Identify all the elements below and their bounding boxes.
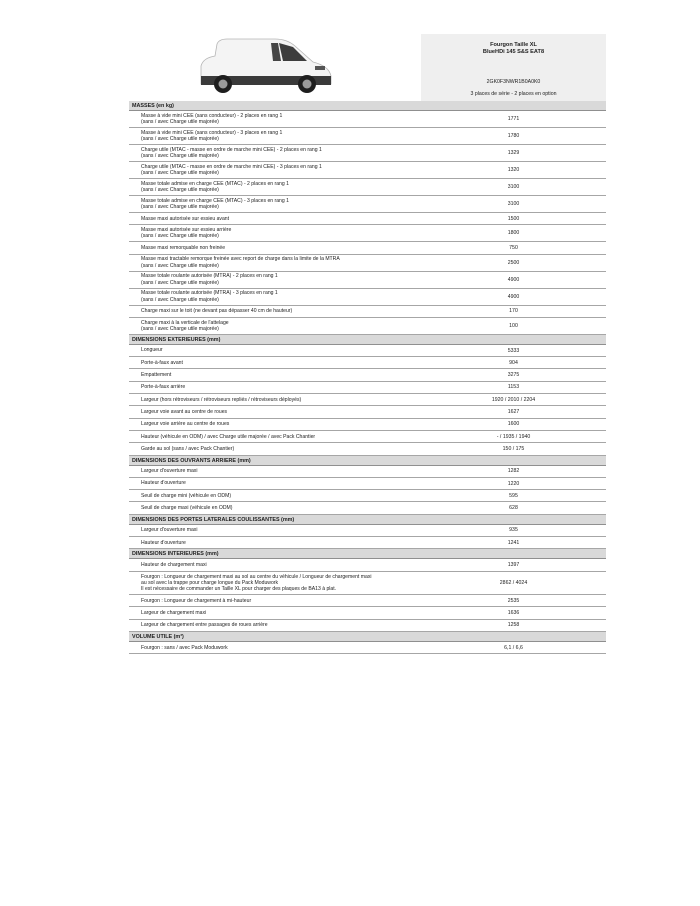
table-row — [129, 502, 606, 514]
product-name-line1: Fourgon Taille XL — [490, 42, 537, 48]
table-row — [129, 419, 606, 431]
row-label: Porte-à-faux avant — [141, 359, 183, 366]
row-label: Masse maxi autorisée sur essieu arrière (sans / avec Charge utile majorée) — [141, 227, 232, 240]
table-row — [129, 620, 606, 632]
table-row — [129, 525, 606, 537]
row-label: Charge utile (MTAC - masse en ordre de marche mini CEE) - 3 places en rang 1 (sans / avec Charge utile majorée) — [141, 163, 322, 176]
row-label: Masse à vide mini CEE (sans conducteur) - 2 places en rang 1 (sans / avec Charge utile majorée) — [141, 112, 283, 125]
row-value: 3100 — [507, 201, 520, 207]
table-row — [129, 431, 606, 443]
row-label: Masse maxi remorquable non freinée — [141, 244, 226, 251]
row-label: Fourgon : Longueur de chargement à mi-hauteur — [141, 597, 252, 604]
row-label: Masse maxi autorisée sur essieu avant — [141, 215, 230, 222]
table-row — [129, 242, 606, 254]
row-label: Fourgon : sans / avec Pack Moduwork — [141, 644, 228, 651]
section-header: DIMENSIONS DES OUVRANTS ARRIERE (mm) — [129, 456, 606, 466]
table-row — [129, 607, 606, 619]
row-label: Largeur d'ouverture maxi — [141, 468, 198, 475]
table-row — [129, 572, 606, 596]
table-row — [129, 272, 606, 289]
row-value: 5333 — [507, 347, 520, 354]
row-value: 4900 — [507, 276, 520, 283]
row-value: 2500 — [507, 259, 520, 266]
row-label: Seuil de charge maxi (véhicule en ODM) — [141, 505, 233, 511]
table-row — [129, 357, 606, 369]
table-row — [129, 642, 606, 654]
row-value: 2535 — [507, 597, 520, 604]
row-label: Empattement — [141, 372, 172, 379]
row-value: 4900 — [507, 293, 520, 300]
row-label: Hauteur (véhicule en ODM) / avec Charge utile majorée / avec Pack Chantier — [141, 433, 316, 440]
spec-sheet — [129, 34, 606, 654]
row-value: 150 / 175 — [502, 445, 525, 452]
row-label: Longueur — [141, 347, 163, 354]
row-label: Masse à vide mini CEE (sans conducteur) - 3 places en rang 1 (sans / avec Charge utile majorée) — [141, 129, 283, 142]
row-value: 1636 — [507, 610, 520, 617]
van-image — [195, 36, 335, 98]
row-value: 628 — [509, 505, 518, 512]
section-header: VOLUME UTILE (m³) — [129, 632, 606, 642]
row-value: 1329 — [507, 150, 520, 156]
table-row — [129, 466, 606, 478]
row-value: 1397 — [507, 561, 520, 568]
row-label: Hauteur de chargement maxi — [141, 561, 207, 568]
table-row — [129, 162, 606, 179]
table-row — [129, 289, 606, 306]
row-label: Largeur de chargement entre passages de roues arrière — [141, 622, 268, 629]
table-row — [129, 255, 606, 272]
row-label: Charge maxi à la verticale de l'attelage (sans / avec Charge utile majorée) — [141, 319, 229, 332]
row-label: Masse totale roulante autorisée (MTRA) - 2 places en rang 1 (sans / avec Charge utile majorée) — [141, 273, 278, 286]
row-value: 1627 — [507, 409, 520, 416]
row-value: 935 — [509, 527, 518, 534]
row-label: Charge utile (MTAC - masse en ordre de marche mini CEE) - 2 places en rang 1 (sans / avec Charge utile majorée) — [141, 146, 322, 159]
row-label: Largeur (hors rétroviseurs / rétroviseurs repliés / rétroviseurs déployés) — [141, 396, 302, 403]
table-row — [129, 318, 606, 335]
row-label: Masse maxi tractable remorque freinée avec report de charge dans la limite de la MTRA (sans / avec Charge utile majorée) — [141, 256, 340, 269]
row-value: - / 1935 / 1940 — [496, 433, 531, 440]
row-value: 2862 / 4024 — [499, 579, 528, 586]
table-row — [129, 478, 606, 490]
section-header: DIMENSIONS EXTERIEURES (mm) — [129, 335, 606, 345]
table-row — [129, 369, 606, 381]
table-row — [129, 490, 606, 502]
row-value: 1320 — [507, 167, 520, 173]
row-label: Largeur voie arrière au centre de roues — [141, 421, 230, 428]
product-seats: 3 places de série - 2 places en option — [470, 91, 557, 97]
row-value: 1258 — [507, 622, 520, 629]
row-value: 1800 — [507, 230, 520, 237]
section-header: DIMENSIONS DES PORTES LATERALES COULISSANTES (mm) — [129, 515, 606, 525]
row-label: Largeur d'ouverture maxi — [141, 527, 198, 534]
row-label: Porte-à-faux arrière — [141, 384, 186, 391]
row-value: 1600 — [507, 421, 520, 428]
row-label: Largeur de chargement maxi — [141, 609, 207, 616]
spec-header — [129, 34, 606, 101]
product-name — [421, 42, 606, 56]
row-label: Charge maxi sur le toit (ne devant pas dépasser 40 cm de hauteur) — [141, 308, 293, 315]
table-row — [129, 559, 606, 571]
row-label: Hauteur d'ouverture — [141, 480, 186, 487]
product-header — [421, 34, 606, 101]
row-value: 1241 — [507, 539, 520, 546]
row-label: Largeur voie avant au centre de roues — [141, 408, 228, 415]
table-row — [129, 145, 606, 162]
table-row — [129, 196, 606, 213]
row-value: 3275 — [507, 372, 520, 379]
table-row — [129, 225, 606, 242]
section-header: MASSES (en kg) — [129, 101, 606, 111]
row-label: Masse totale admise en charge CEE (MTAC) - 3 places en rang 1 (sans / avec Charge utile majorée) — [141, 197, 289, 210]
row-value: 170 — [509, 308, 518, 315]
product-name-line2: BlueHDi 145 S&S EAT8 — [482, 49, 545, 55]
table-row — [129, 179, 606, 196]
row-value: 100 — [509, 322, 518, 329]
row-value: 3100 — [507, 184, 520, 190]
row-value: 1780 — [507, 133, 520, 139]
spec-table — [129, 101, 606, 654]
row-value: 1500 — [507, 215, 520, 222]
row-value: 1153 — [507, 384, 520, 391]
row-label: Masse totale admise en charge CEE (MTAC) - 2 places en rang 1 (sans / avec Charge utile majorée) — [141, 180, 289, 193]
row-label: Garde au sol (sans / avec Pack Chantier) — [141, 445, 235, 452]
product-code: 2GK0F3NWR1B0A0K0 — [486, 79, 541, 85]
row-value: 595 — [509, 492, 518, 499]
table-row — [129, 213, 606, 225]
table-row — [129, 443, 606, 455]
table-row — [129, 128, 606, 145]
table-row — [129, 345, 606, 357]
row-label: Hauteur d'ouverture — [141, 539, 186, 546]
row-value: 6,1 / 6,6 — [504, 644, 523, 651]
row-value: 1920 / 2010 / 2204 — [491, 396, 536, 403]
table-row — [129, 111, 606, 128]
row-label: Fourgon : Longueur de chargement maxi au sol au centre du véhicule / Longueur de chargement maxi au sol avec la trappe pour charge longue du Pack Moduwork Il est nécessaire de commander un Taille XL pour charger des plaques de BA13 à plat. — [141, 573, 372, 592]
table-row — [129, 537, 606, 549]
table-row — [129, 394, 606, 406]
row-value: 1220 — [507, 480, 520, 487]
section-header: DIMENSIONS INTERIEURES (mm) — [129, 549, 606, 559]
table-row — [129, 382, 606, 394]
row-value: 1282 — [507, 468, 520, 475]
row-value: 904 — [509, 359, 518, 366]
row-label: Seuil de charge mini (véhicule en ODM) — [141, 492, 232, 499]
row-value: 750 — [509, 244, 518, 251]
table-row — [129, 306, 606, 318]
row-value: 1771 — [507, 116, 520, 122]
row-label: Masse totale roulante autorisée (MTRA) - 3 places en rang 1 (sans / avec Charge utile majorée) — [141, 290, 278, 303]
table-row — [129, 595, 606, 607]
table-row — [129, 406, 606, 418]
